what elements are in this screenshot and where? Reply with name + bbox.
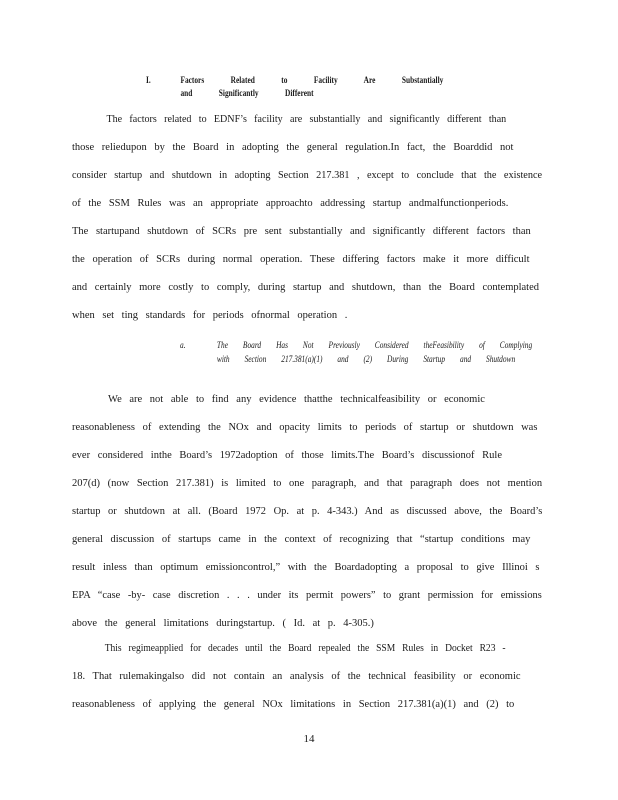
text-line: We are not able to find any evidence thatthe technicalfeasibility or economic: [108, 394, 485, 405]
subsection-number: a.: [180, 340, 186, 350]
text-line: consider startup and shutdown in adopting Section 217.381 , except to conclude that the existence: [72, 170, 543, 181]
section-title: Factors Related to Facility Are Substantially and Significantly Different: [180, 75, 444, 98]
page-number: 14: [303, 733, 315, 745]
text-line: the operation of SCRs during normal operation. These differing factors make it more difficult: [72, 254, 530, 265]
text-line: reasonableness of extending the NOx and opacity limits to periods of startup or shutdown was: [72, 422, 538, 433]
text-line: The startupand shutdown of SCRs pre sent substantially and significantly different factors than: [72, 226, 531, 237]
text-line: EPA “case -by- case discretion . . . under its permit powers” to grant permission for emissions: [72, 590, 542, 601]
text-line: reasonableness of applying the general NOx limitations in Section 217.381(a)(1) and (2) to: [72, 699, 515, 710]
text-line: and certainly more costly to comply, during startup and shutdown, than the Board contemplated: [72, 282, 540, 293]
paragraph-3: [72, 635, 542, 719]
text-line: when set ting standards for periods ofnormal operation .: [72, 310, 348, 321]
text-line: This regimeapplied for decades until the Board repealed the SSM Rules in Docket R23 -: [104, 643, 506, 654]
text-line: above the general limitations duringstartup. ( Id. at p. 4-305.): [72, 618, 374, 629]
text-line: general discussion of startups came in the context of recognizing that “startup conditions may: [72, 534, 531, 545]
text-line: those reliedupon by the Board in adopting the general regulation.In fact, the Boarddid not: [72, 142, 514, 153]
text-line: 18. That rulemakingalso did not contain an analysis of the technical feasibility or economic: [72, 671, 521, 682]
text-line: of the SSM Rules was an appropriate approachto addressing startup andmalfunctionperiods.: [72, 198, 509, 209]
text-line: The factors related to EDNF’s facility are substantially and significantly different than: [106, 114, 507, 125]
text-line: startup or shutdown at all. (Board 1972 Op. at p. 4-343.) And as discussed above, the Board’s: [72, 506, 543, 517]
paragraph-2: [72, 386, 542, 638]
text-line: ever considered inthe Board’s 1972adoption of those limits.The Board’s discussionof Rule: [72, 450, 502, 461]
text-line: 207(d) (now Section 217.381) is limited to one paragraph, and that paragraph does not mention: [72, 478, 543, 489]
subsection-title: The Board Has Not Previously Considered theFeasibility of Complying with Section 217.381(a)(1) and (2) During Startup and Shutdown: [216, 340, 533, 364]
text-line: result inless than optimum emissioncontrol,” with the Boardadopting a proposal to give Illinoi s: [72, 562, 540, 573]
section-number: I.: [146, 75, 151, 85]
paragraph-1: [72, 106, 542, 330]
